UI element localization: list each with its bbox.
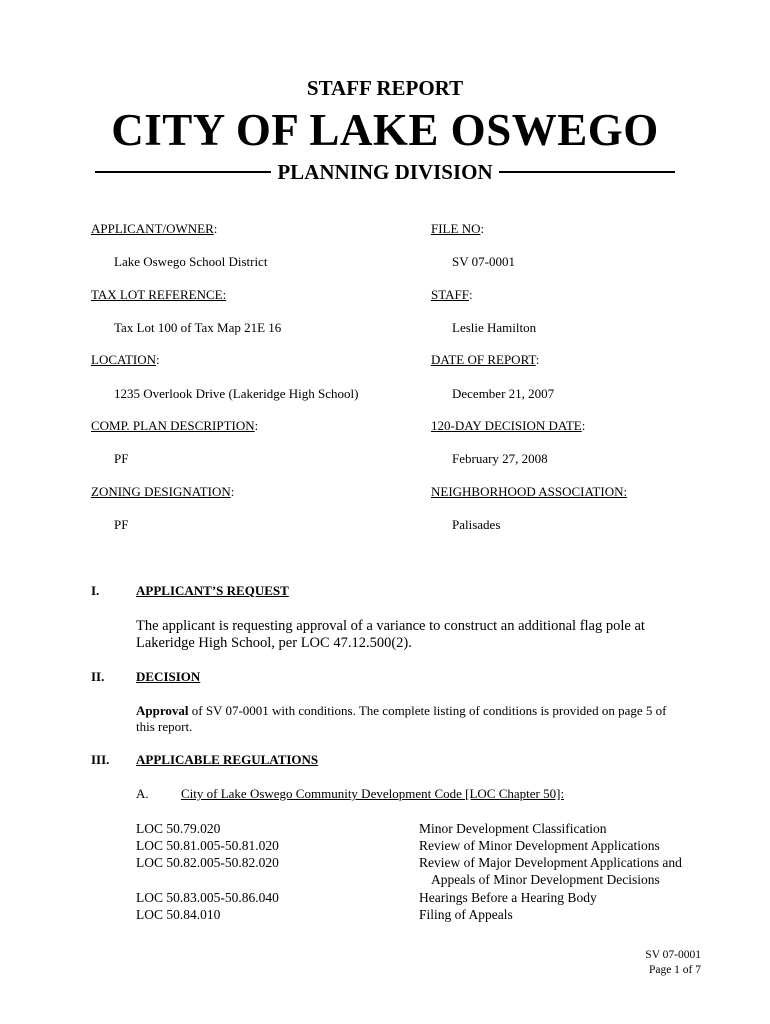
approval-bold: Approval [136,703,189,718]
staff-value: Leslie Hamilton [452,320,537,335]
right-rule [499,171,675,173]
regulation-desc: Filing of Appeals [419,907,513,922]
division-label: PLANNING DIVISION [277,160,493,184]
page-number: Page 1 of 7 [648,964,701,976]
regulation-desc-continued: Appeals of Minor Development Decisions [431,872,660,887]
section-1-line-1: The applicant is requesting approval of a variance to construct an additional flag pole at [136,618,645,634]
date-value: December 21, 2007 [452,386,555,401]
regulation-code: LOC 50.83.005-50.86.040 [136,890,279,905]
regulation-code: LOC 50.84.010 [136,907,221,922]
section-1-line-2: Lakeridge High School, per LOC 47.12.500(2). [136,635,412,651]
applicant-label: APPLICANT/OWNER: [91,221,218,236]
applicant-value: Lake Oswego School District [114,254,268,269]
section-1-number: I. [91,583,100,598]
section-3-number: III. [91,752,110,767]
left-rule [95,171,271,173]
section-2-line-2: this report. [136,719,193,734]
neighborhood-value: Palisades [452,517,501,532]
zoning-value: PF [114,517,129,532]
section-3-title: APPLICABLE REGULATIONS [136,752,319,767]
comp-plan-label: COMP. PLAN DESCRIPTION: [91,418,259,433]
city-title: CITY OF LAKE OSWEGO [111,105,659,155]
decision-date-value: February 27, 2008 [452,451,548,466]
division-heading [0,160,770,185]
taxlot-value: Tax Lot 100 of Tax Map 21E 16 [114,320,282,335]
location-label: LOCATION: [91,352,160,367]
regulation-desc: Hearings Before a Hearing Body [419,890,597,905]
location-value: 1235 Overlook Drive (Lakeridge High School) [114,386,359,401]
staff-label: STAFF: [431,287,473,302]
section-1-title: APPLICANT’S REQUEST [136,583,289,598]
zoning-label: ZONING DESIGNATION: [91,484,235,499]
section-2-number: II. [91,669,105,684]
footer-file-no: SV 07-0001 [645,949,701,961]
regulation-code: LOC 50.81.005-50.81.020 [136,838,279,853]
regulation-code: LOC 50.79.020 [136,821,221,836]
section-2-title: DECISION [136,669,201,684]
file-no-value: SV 07-0001 [452,254,515,269]
comp-plan-value: PF [114,451,129,466]
file-no-label: FILE NO: [431,221,485,236]
subsection-a-number: A. [136,786,149,801]
date-label: DATE OF REPORT: [431,352,540,367]
regulation-desc: Review of Major Development Applications and [419,855,682,870]
taxlot-label: TAX LOT REFERENCE: [91,287,227,302]
decision-date-label: 120-DAY DECISION DATE: [431,418,586,433]
neighborhood-label: NEIGHBORHOOD ASSOCIATION: [431,484,628,499]
report-type-heading: STAFF REPORT [306,76,464,100]
subsection-a-title: City of Lake Oswego Community Development Code [LOC Chapter 50]: [181,786,565,801]
section-2-line-1 [136,703,666,719]
regulation-desc: Review of Minor Development Applications [419,838,660,853]
approval-text: of SV 07-0001 with conditions. The complete listing of conditions is provided on page 5 of [188,703,667,718]
regulation-desc: Minor Development Classification [419,821,607,836]
regulation-code: LOC 50.82.005-50.82.020 [136,855,279,870]
